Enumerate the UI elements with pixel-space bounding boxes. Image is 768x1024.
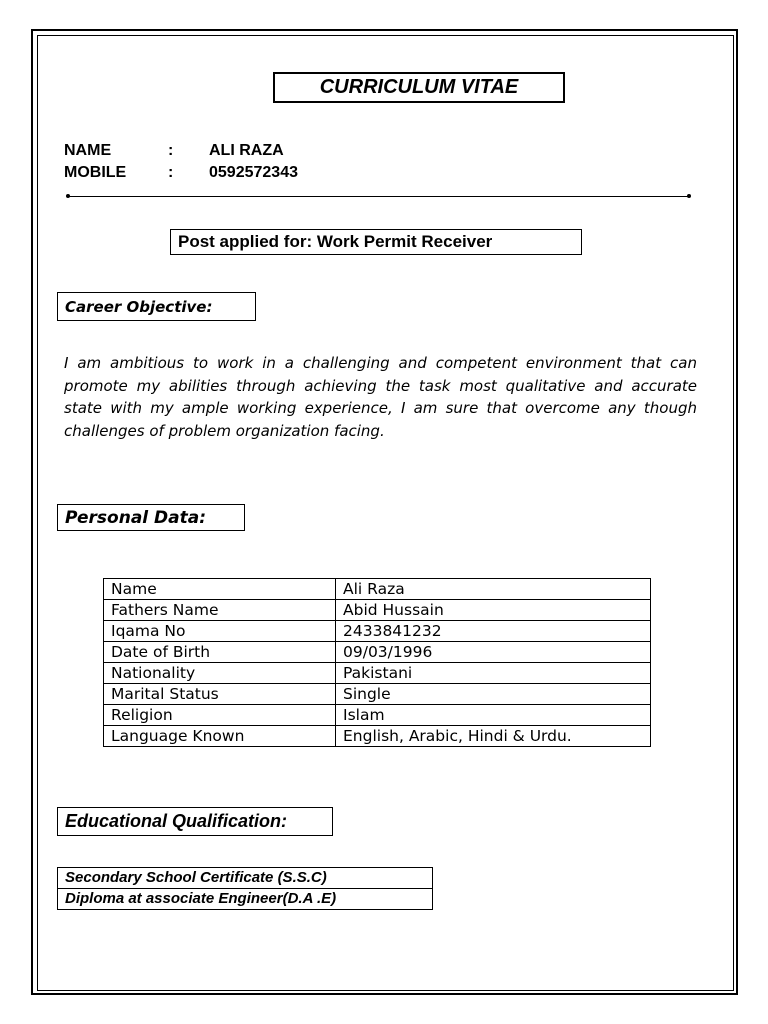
table-cell-label: Marital Status [104, 684, 336, 705]
table-cell-value: 2433841232 [336, 621, 651, 642]
table-cell-value: Single [336, 684, 651, 705]
name-colon: : [168, 142, 174, 159]
table-cell-label: Date of Birth [104, 642, 336, 663]
name-label: NAME [64, 142, 112, 159]
table-cell-value: English, Arabic, Hindi & Urdu. [336, 726, 651, 747]
table-cell-value: Islam [336, 705, 651, 726]
divider-line [69, 196, 689, 197]
table-cell-value: Abid Hussain [336, 600, 651, 621]
table-cell-label: Fathers Name [104, 600, 336, 621]
table-cell-label: Language Known [104, 726, 336, 747]
document-title: CURRICULUM VITAE [273, 72, 565, 103]
career-objective-heading: Career Objective: [57, 292, 256, 321]
personal-data-table [103, 578, 651, 747]
personal-data-heading: Personal Data: [57, 504, 245, 531]
education-heading: Educational Qualification: [57, 807, 333, 836]
name-value: ALI RAZA [209, 142, 284, 159]
post-applied-box: Post applied for: Work Permit Receiver [170, 229, 582, 255]
table-row [104, 600, 651, 621]
table-row [58, 889, 433, 910]
divider-dot-right [687, 194, 691, 198]
table-cell-label: Nationality [104, 663, 336, 684]
table-row [104, 621, 651, 642]
career-objective-text: I am ambitious to work in a challenging and competent environment that can promote my abilities through achieving the task most qualitative and accurate state with my ample working experience, I am sure that overcome any though challenges of problem organization facing. [64, 354, 697, 440]
education-table [57, 867, 433, 910]
mobile-label: MOBILE [64, 164, 127, 181]
mobile-colon: : [168, 164, 174, 181]
table-cell-value: Ali Raza [336, 579, 651, 600]
table-row [58, 868, 433, 889]
education-item: Secondary School Certificate (S.S.C) [58, 868, 433, 889]
table-cell-label: Iqama No [104, 621, 336, 642]
table-row [104, 663, 651, 684]
table-cell-value: 09/03/1996 [336, 642, 651, 663]
table-row [104, 684, 651, 705]
table-row [104, 705, 651, 726]
mobile-value: 0592572343 [209, 164, 298, 181]
table-cell-value: Pakistani [336, 663, 651, 684]
table-row [104, 642, 651, 663]
table-row [104, 726, 651, 747]
table-row [104, 579, 651, 600]
table-cell-label: Religion [104, 705, 336, 726]
table-cell-label: Name [104, 579, 336, 600]
divider-dot-left [66, 194, 70, 198]
education-item: Diploma at associate Engineer(D.A .E) [58, 889, 433, 910]
